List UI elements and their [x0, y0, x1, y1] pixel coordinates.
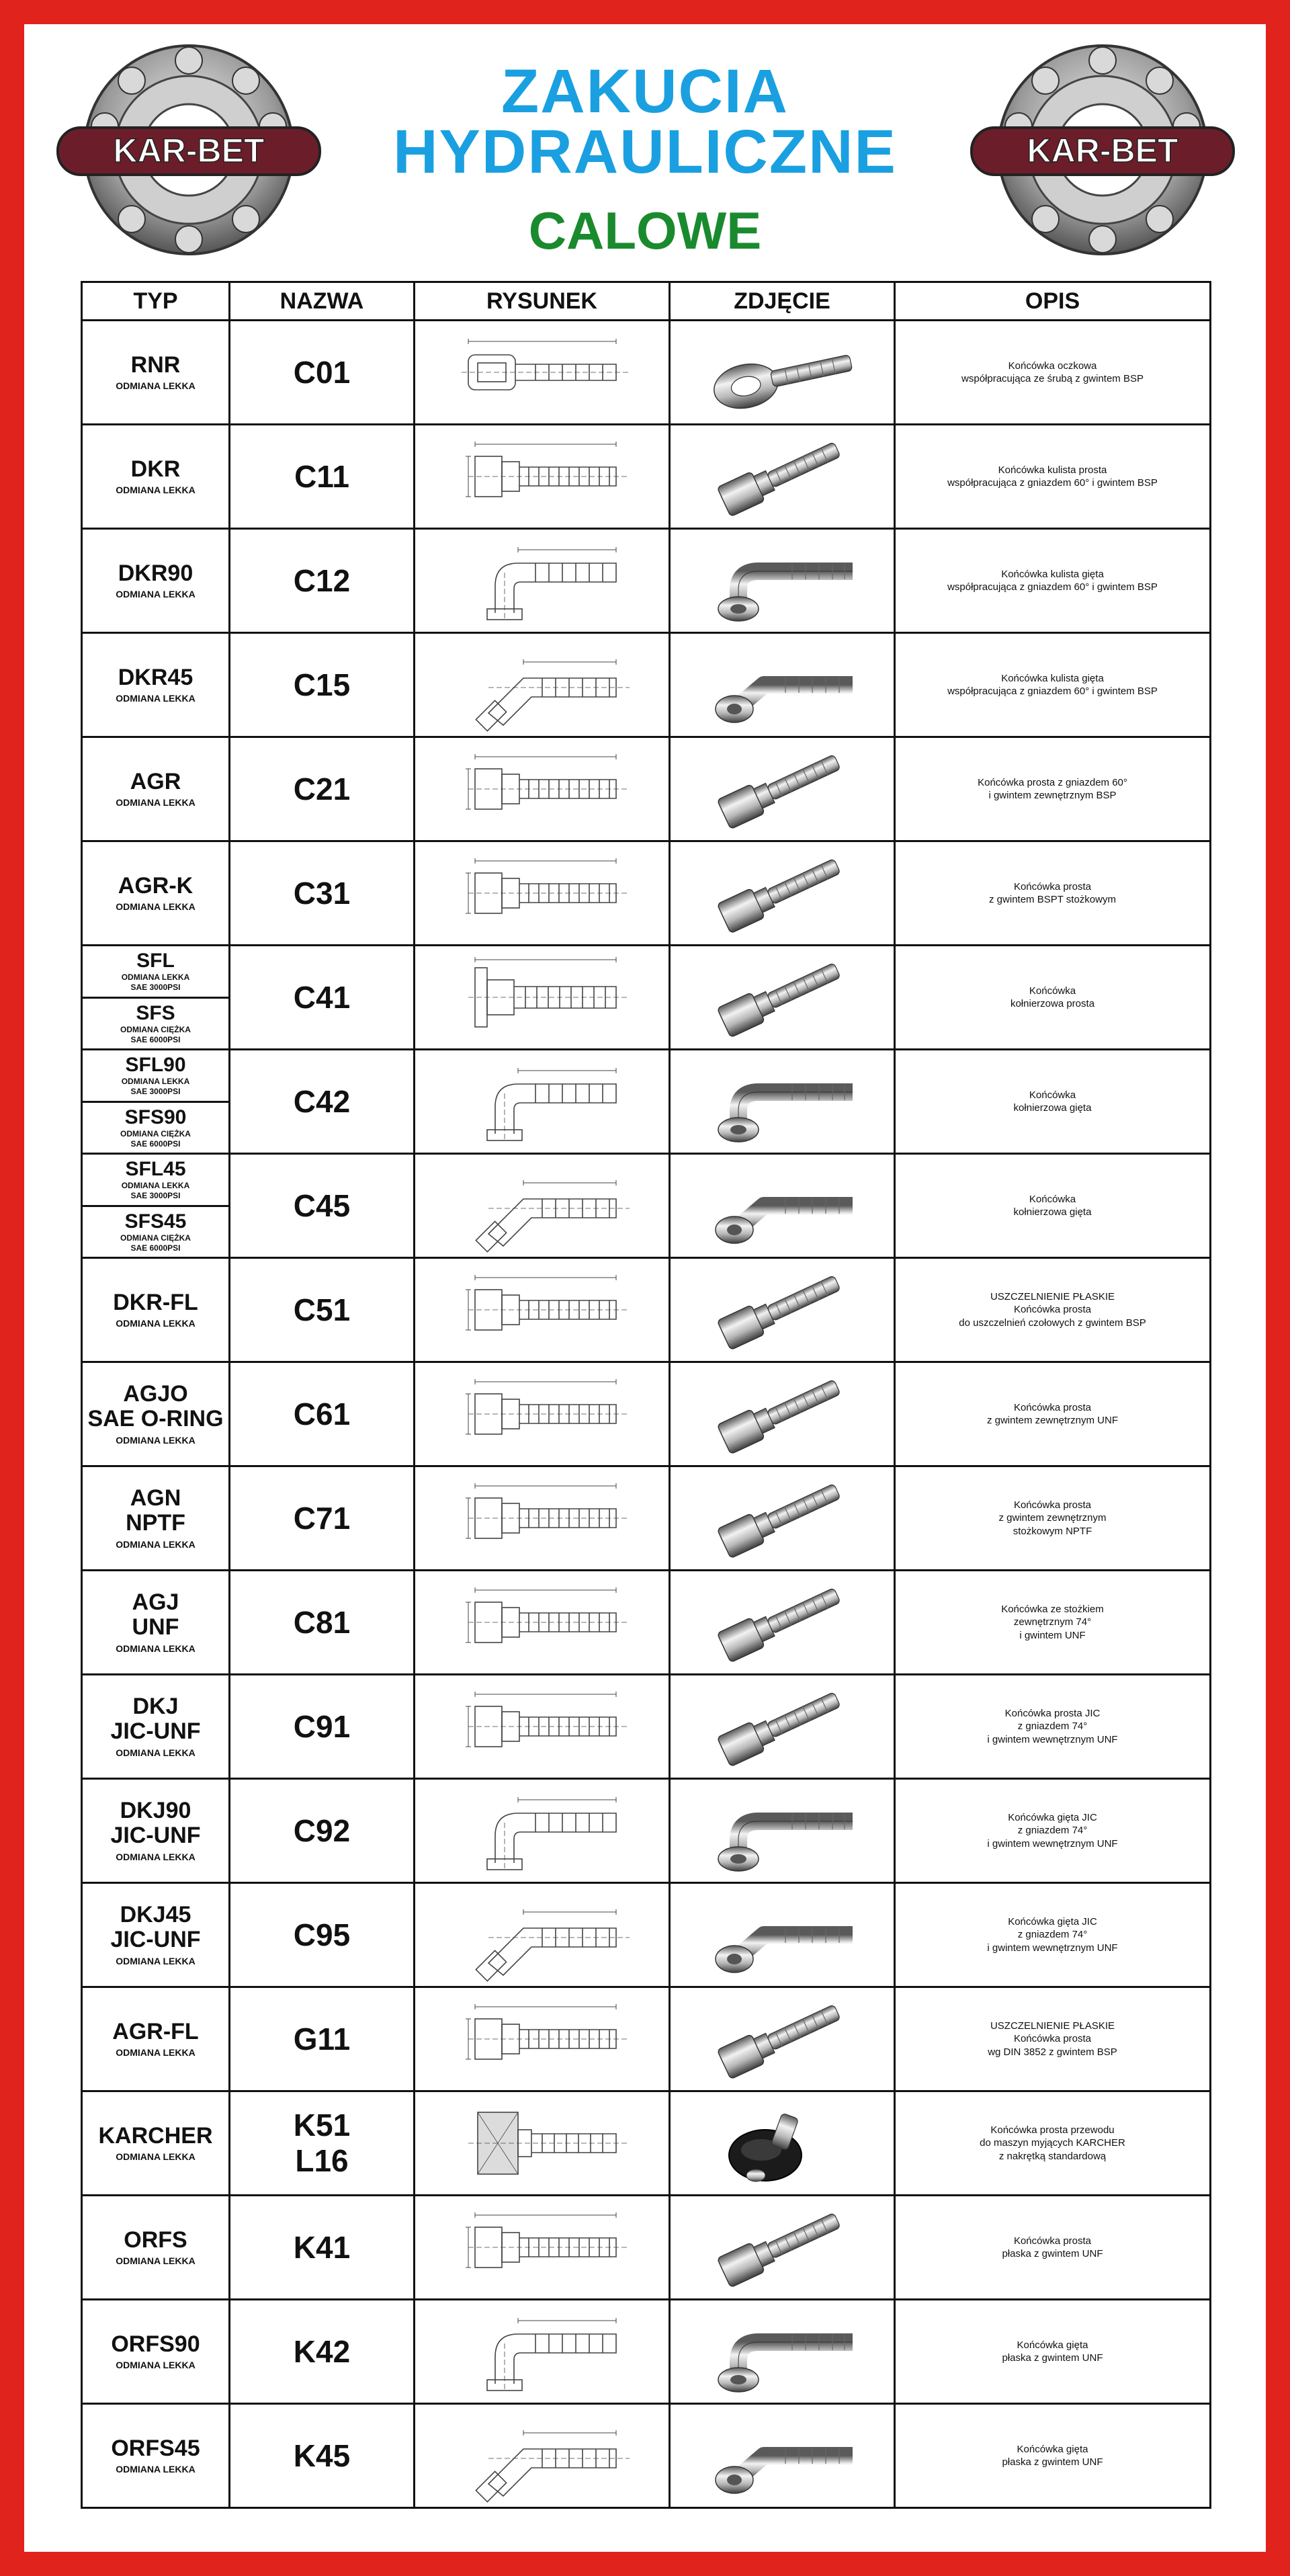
cell-opis [895, 1258, 1211, 1362]
cell-rysunek [415, 841, 670, 946]
description: Końcówka gięta płaska z gwintem UNF [1002, 2339, 1103, 2364]
technical-drawing-straight-icon [448, 1575, 636, 1669]
cell-rysunek [415, 1987, 670, 2091]
cell-nazwa [230, 1779, 415, 1883]
cell-typ [82, 946, 230, 1050]
cell-opis [895, 2091, 1211, 2196]
cell-nazwa [230, 1987, 415, 2091]
technical-drawing-straight-icon [448, 742, 636, 836]
fittings-table [81, 281, 1211, 2509]
cell-opis [895, 1883, 1211, 1987]
cell-nazwa [230, 1362, 415, 1466]
technical-drawing-elbow45-icon [448, 1159, 636, 1253]
table-row [82, 425, 1211, 529]
cell-zdjecie [670, 1883, 895, 1987]
cell-nazwa [230, 1258, 415, 1362]
product-code: G11 [293, 2021, 351, 2056]
type-name: DKJ45 JIC-UNF [110, 1901, 201, 1953]
type-variant: ODMIANA LEKKA [116, 2255, 196, 2266]
cell-rysunek [415, 946, 670, 1050]
technical-drawing-elbow90-icon [448, 2304, 636, 2399]
product-code: K51 L16 [293, 2108, 351, 2178]
brand-logo-text: KAR-BET [113, 132, 265, 169]
cell-zdjecie [670, 1154, 895, 1258]
table-header-row [82, 282, 1211, 321]
type-name: ORFS [124, 2227, 187, 2253]
table-row [82, 1362, 1211, 1466]
column-header-nazwa: NAZWA [230, 282, 415, 321]
cell-opis [895, 1571, 1211, 1675]
description: USZCZELNIENIE PŁASKIE Końcówka prosta do uszczelnień czołowych z gwintem BSP [959, 1290, 1146, 1329]
cell-nazwa [230, 946, 415, 1050]
product-code: C92 [293, 1813, 351, 1848]
fitting-photo-elbow90-icon [691, 534, 873, 628]
type-name: DKR-FL [113, 1289, 198, 1315]
table-row [82, 529, 1211, 633]
description: Końcówka kołnierzowa prosta [1010, 985, 1095, 1009]
fitting-photo-straight-icon [691, 1263, 873, 1357]
fitting-photo-straight-icon [691, 950, 873, 1044]
technical-drawing-elbow90-icon [448, 1054, 636, 1149]
cell-rysunek [415, 2196, 670, 2300]
product-code: K42 [293, 2333, 351, 2369]
cell-nazwa [230, 1571, 415, 1675]
description: Końcówka prosta z gwintem zewnętrznym UNF [986, 1401, 1119, 1426]
product-code: C11 [294, 458, 349, 494]
table-row [82, 1258, 1211, 1362]
cell-rysunek [415, 1779, 670, 1883]
type-variant: ODMIANA CIĘŻKA SAE 6000PSI [120, 1024, 191, 1044]
cell-nazwa [230, 1883, 415, 1987]
cell-typ [82, 2404, 230, 2508]
cell-opis [895, 1987, 1211, 2091]
table-row [82, 2091, 1211, 2196]
product-code: C42 [293, 1083, 351, 1119]
type-variant: ODMIANA LEKKA [116, 1434, 196, 1446]
cell-typ [82, 1675, 230, 1779]
cell-typ [82, 1362, 230, 1466]
cell-opis [895, 737, 1211, 841]
type-name: AGJO SAE O-RING [87, 1380, 224, 1432]
type-name: AGJ UNF [132, 1589, 179, 1640]
fitting-photo-elbow45-icon [691, 2409, 873, 2503]
table-row [82, 2196, 1211, 2300]
column-header-rysunek: RYSUNEK [415, 282, 670, 321]
cell-typ [82, 2196, 230, 2300]
cell-opis [895, 1362, 1211, 1466]
description: Końcówka kołnierzowa gięta [1013, 1089, 1092, 1114]
cell-zdjecie [670, 2300, 895, 2404]
fitting-photo-elbow90-icon [691, 2304, 873, 2399]
technical-drawing-straight-icon [448, 1992, 636, 2086]
cell-typ [82, 841, 230, 946]
fitting-photo-straight-icon [691, 429, 873, 524]
type-name: AGN NPTF [126, 1485, 185, 1536]
cell-zdjecie [670, 2091, 895, 2196]
cell-nazwa [230, 529, 415, 633]
type-name: RNR [130, 351, 181, 378]
product-code: C45 [293, 1188, 351, 1223]
fitting-photo-elbow45-icon [691, 1159, 873, 1253]
type-name: AGR-K [118, 872, 194, 899]
cell-typ [82, 1571, 230, 1675]
type-name: DKJ90 JIC-UNF [110, 1797, 201, 1849]
technical-drawing-straight-icon [448, 846, 636, 940]
description: Końcówka gięta JIC z gniazdem 74° i gwintem wewnętrznym UNF [987, 1915, 1118, 1954]
product-code: C12 [293, 563, 351, 598]
fitting-photo-eye-icon [691, 325, 873, 419]
cell-nazwa [230, 2091, 415, 2196]
type-name: DKR45 [118, 664, 194, 690]
technical-drawing-elbow90-icon [448, 534, 636, 628]
brand-logo-text: KAR-BET [1027, 132, 1178, 169]
description: Końcówka gięta płaska z gwintem UNF [1002, 2443, 1103, 2468]
description: Końcówka kołnierzowa gięta [1013, 1193, 1092, 1218]
cell-nazwa [230, 1050, 415, 1154]
page-title-line2: HYDRAULICZNE [393, 118, 897, 186]
cell-zdjecie [670, 529, 895, 633]
header [24, 24, 1266, 273]
cell-opis [895, 1154, 1211, 1258]
product-code: C71 [293, 1500, 351, 1536]
cell-nazwa [230, 1154, 415, 1258]
cell-typ [82, 321, 230, 425]
type-name: SFL90 [125, 1054, 186, 1077]
type-name: SFS [136, 1001, 175, 1024]
cell-opis [895, 2404, 1211, 2508]
cell-nazwa [230, 425, 415, 529]
table-row [82, 1779, 1211, 1883]
cell-typ [82, 1883, 230, 1987]
cell-zdjecie [670, 321, 895, 425]
cell-typ [82, 2300, 230, 2404]
cell-opis [895, 633, 1211, 737]
cell-zdjecie [670, 737, 895, 841]
type-subcell [83, 1101, 228, 1153]
product-code: C41 [293, 979, 351, 1015]
description: USZCZELNIENIE PŁASKIE Końcówka prosta wg DIN 3852 z gwintem BSP [988, 2020, 1117, 2058]
cell-typ [82, 529, 230, 633]
technical-drawing-elbow45-icon [448, 2409, 636, 2503]
cell-rysunek [415, 2404, 670, 2508]
product-code: C01 [293, 354, 351, 390]
table-row [82, 841, 1211, 946]
cell-typ [82, 737, 230, 841]
fitting-photo-elbow90-icon [691, 1054, 873, 1149]
table-row [82, 321, 1211, 425]
cell-zdjecie [670, 425, 895, 529]
cell-opis [895, 946, 1211, 1050]
type-variant: ODMIANA LEKKA [116, 1538, 196, 1550]
description: Końcówka gięta JIC z gniazdem 74° i gwintem wewnętrznym UNF [987, 1811, 1118, 1850]
cell-zdjecie [670, 841, 895, 946]
cell-nazwa [230, 737, 415, 841]
cell-nazwa [230, 2196, 415, 2300]
type-variant: ODMIANA LEKKA [116, 2359, 196, 2370]
cell-nazwa [230, 2404, 415, 2508]
cell-typ [82, 1466, 230, 1571]
type-name: AGR-FL [112, 2018, 199, 2044]
type-name: SFL [136, 950, 175, 972]
technical-drawing-elbow45-icon [448, 638, 636, 732]
technical-drawing-straight-icon [448, 1471, 636, 1565]
cell-rysunek [415, 1571, 670, 1675]
type-subcell [83, 1050, 228, 1101]
cell-zdjecie [670, 2404, 895, 2508]
cell-opis [895, 841, 1211, 946]
cell-rysunek [415, 2091, 670, 2196]
type-variant: ODMIANA LEKKA [116, 1747, 196, 1758]
cell-typ [82, 633, 230, 737]
cell-nazwa [230, 1466, 415, 1571]
type-name: SFS90 [124, 1106, 187, 1128]
product-code: C51 [293, 1292, 351, 1327]
table-row [82, 2300, 1211, 2404]
cell-zdjecie [670, 1571, 895, 1675]
type-variant: ODMIANA LEKKA [116, 1643, 196, 1654]
product-code: C31 [293, 875, 351, 911]
cell-zdjecie [670, 1050, 895, 1154]
type-variant: ODMIANA LEKKA SAE 3000PSI [121, 1181, 190, 1201]
cell-zdjecie [670, 946, 895, 1050]
cell-typ [82, 425, 230, 529]
description: Końcówka ze stożkiem zewnętrznym 74° i gwintem UNF [1001, 1603, 1104, 1641]
type-name: AGR [130, 768, 181, 794]
fitting-photo-elbow45-icon [691, 638, 873, 732]
technical-drawing-elbow90-icon [448, 1784, 636, 1878]
description: Końcówka prosta z gwintem BSPT stożkowym [989, 880, 1116, 905]
technical-drawing-straight-icon [448, 429, 636, 524]
product-code: C91 [293, 1708, 351, 1744]
type-variant: ODMIANA CIĘŻKA SAE 6000PSI [120, 1233, 191, 1253]
cell-opis [895, 1675, 1211, 1779]
type-subcell [83, 997, 228, 1049]
type-variant: ODMIANA LEKKA [116, 1955, 196, 1966]
type-variant: ODMIANA LEKKA SAE 3000PSI [121, 972, 190, 993]
technical-drawing-straight-icon [448, 1679, 636, 1774]
table-row [82, 1883, 1211, 1987]
cell-nazwa [230, 321, 415, 425]
description: Końcówka prosta z gwintem zewnętrznym stożkowym NPTF [998, 1499, 1107, 1537]
cell-opis [895, 321, 1211, 425]
cell-rysunek [415, 1154, 670, 1258]
cell-rysunek [415, 737, 670, 841]
type-name: ORFS90 [111, 2331, 200, 2357]
cell-typ [82, 1050, 230, 1154]
table-row [82, 1571, 1211, 1675]
type-name: ORFS45 [111, 2435, 200, 2461]
cell-typ [82, 1258, 230, 1362]
cell-typ [82, 1987, 230, 2091]
description: Końcówka kulista gięta współpracująca z gniazdem 60° i gwintem BSP [947, 672, 1158, 697]
cell-rysunek [415, 1466, 670, 1571]
fitting-photo-elbow90-icon [691, 1784, 873, 1878]
table-row [82, 2404, 1211, 2508]
table-row [82, 1050, 1211, 1154]
product-code: C61 [293, 1396, 351, 1431]
fitting-photo-straight-icon [691, 846, 873, 940]
type-variant: ODMIANA LEKKA [116, 901, 196, 912]
type-subcell [83, 1205, 228, 1257]
type-name: DKR90 [118, 560, 194, 586]
catalog-sheet [24, 24, 1266, 2552]
description: Końcówka prosta z gniazdem 60° i gwintem zewnętrznym BSP [978, 776, 1127, 801]
description: Końcówka oczkowa współpracująca ze śrubą z gwintem BSP [961, 360, 1144, 384]
product-code: C15 [293, 667, 351, 702]
type-subcell [83, 946, 228, 997]
cell-zdjecie [670, 633, 895, 737]
product-code: C95 [293, 1917, 351, 1952]
type-variant: ODMIANA LEKKA [116, 380, 196, 391]
page-subtitle: CALOWE [528, 201, 762, 260]
technical-drawing-flange-icon [448, 950, 636, 1044]
type-name: KARCHER [98, 2122, 213, 2149]
page-title-line1: ZAKUCIA [501, 57, 789, 126]
table-row [82, 633, 1211, 737]
technical-drawing-straight-icon [448, 1367, 636, 1461]
column-header-opis: OPIS [895, 282, 1211, 321]
column-header-zdjecie: ZDJĘCIE [670, 282, 895, 321]
product-code: K41 [293, 2229, 351, 2265]
cell-opis [895, 425, 1211, 529]
description: Końcówka prosta płaska z gwintem UNF [1002, 2235, 1103, 2259]
cell-rysunek [415, 1362, 670, 1466]
cell-rysunek [415, 425, 670, 529]
table-row [82, 737, 1211, 841]
cell-rysunek [415, 1050, 670, 1154]
cell-opis [895, 1050, 1211, 1154]
fitting-photo-straight-icon [691, 1679, 873, 1774]
cell-zdjecie [670, 1779, 895, 1883]
cell-zdjecie [670, 1466, 895, 1571]
technical-drawing-eye-icon [448, 325, 636, 419]
cell-nazwa [230, 633, 415, 737]
description: Końcówka prosta JIC z gniazdem 74° i gwintem wewnętrznym UNF [987, 1707, 1118, 1745]
cell-rysunek [415, 1675, 670, 1779]
technical-drawing-straight-icon [448, 2200, 636, 2294]
description: Końcówka kulista prosta współpracująca z gniazdem 60° i gwintem BSP [947, 464, 1158, 489]
table-row [82, 1675, 1211, 1779]
fitting-photo-straight-icon [691, 1992, 873, 2086]
cell-zdjecie [670, 2196, 895, 2300]
product-code: K45 [293, 2438, 351, 2473]
type-variant: ODMIANA LEKKA SAE 3000PSI [121, 1077, 190, 1097]
type-variant: ODMIANA LEKKA [116, 2151, 196, 2162]
table-row [82, 1466, 1211, 1571]
cell-nazwa [230, 2300, 415, 2404]
technical-drawing-karcher-icon [448, 2096, 636, 2190]
type-variant: ODMIANA LEKKA [116, 796, 196, 808]
cell-rysunek [415, 2300, 670, 2404]
table-row [82, 1154, 1211, 1258]
cell-zdjecie [670, 1987, 895, 2091]
product-code: C21 [293, 771, 351, 806]
cell-zdjecie [670, 1362, 895, 1466]
cell-rysunek [415, 529, 670, 633]
type-variant: ODMIANA LEKKA [116, 484, 196, 495]
fitting-photo-elbow45-icon [691, 1888, 873, 1982]
cell-rysunek [415, 321, 670, 425]
cell-zdjecie [670, 1675, 895, 1779]
cell-rysunek [415, 633, 670, 737]
cell-opis [895, 529, 1211, 633]
cell-typ [82, 1154, 230, 1258]
type-variant: ODMIANA LEKKA [116, 588, 196, 599]
cell-typ [82, 2091, 230, 2196]
cell-typ [82, 1779, 230, 1883]
fitting-photo-karcher-icon [691, 2096, 873, 2190]
column-header-typ: TYP [82, 282, 230, 321]
type-name: DKJ JIC-UNF [110, 1693, 201, 1745]
type-name: DKR [130, 456, 181, 482]
fitting-photo-straight-icon [691, 2200, 873, 2294]
type-variant: ODMIANA LEKKA [116, 1851, 196, 1862]
type-variant: ODMIANA LEKKA [116, 2463, 196, 2475]
type-variant: ODMIANA LEKKA [116, 692, 196, 704]
fitting-photo-straight-icon [691, 1575, 873, 1669]
type-name: SFS45 [124, 1210, 187, 1233]
fitting-photo-straight-icon [691, 1367, 873, 1461]
bearing-icon [958, 39, 1247, 261]
cell-nazwa [230, 1675, 415, 1779]
type-variant: ODMIANA LEKKA [116, 1317, 196, 1329]
type-variant: ODMIANA CIĘŻKA SAE 6000PSI [120, 1128, 191, 1149]
cell-zdjecie [670, 1258, 895, 1362]
description: Końcówka prosta przewodu do maszyn myjących KARCHER z nakrętką standardową [980, 2124, 1125, 2162]
fitting-photo-straight-icon [691, 1471, 873, 1565]
type-name: SFL45 [125, 1158, 186, 1181]
cell-opis [895, 2196, 1211, 2300]
table-row [82, 946, 1211, 1050]
cell-nazwa [230, 841, 415, 946]
table-row [82, 1987, 1211, 2091]
fitting-photo-straight-icon [691, 742, 873, 836]
type-subcell [83, 1155, 228, 1205]
product-code: C81 [293, 1604, 351, 1640]
cell-rysunek [415, 1883, 670, 1987]
cell-opis [895, 1466, 1211, 1571]
technical-drawing-straight-icon [448, 1263, 636, 1357]
cell-opis [895, 1779, 1211, 1883]
technical-drawing-elbow45-icon [448, 1888, 636, 1982]
description: Końcówka kulista gięta współpracująca z gniazdem 60° i gwintem BSP [947, 568, 1158, 593]
cell-rysunek [415, 1258, 670, 1362]
type-variant: ODMIANA LEKKA [116, 2046, 196, 2058]
cell-opis [895, 2300, 1211, 2404]
brand-logo-right [958, 39, 1247, 261]
